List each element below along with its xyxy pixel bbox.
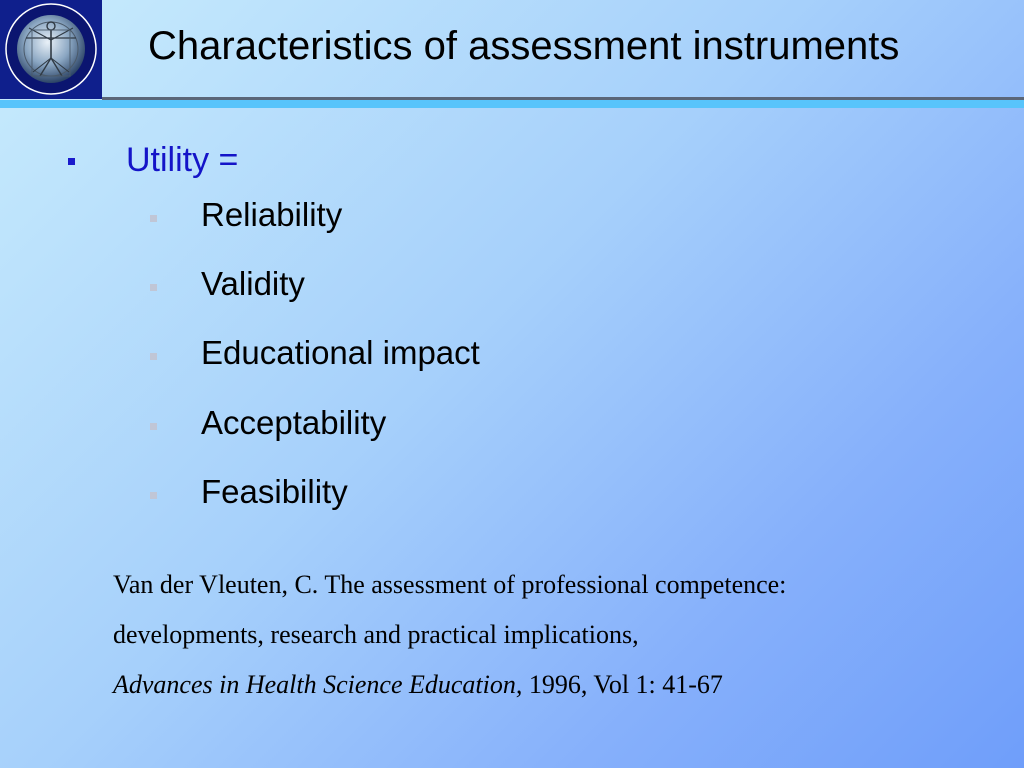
square-bullet-icon [150, 492, 157, 499]
reference-line-2: developments, research and practical implications, [113, 620, 639, 649]
page-title: Characteristics of assessment instruments [148, 24, 900, 68]
vitruvian-globe-logo-icon [0, 0, 102, 99]
list-item-label: Acceptability [201, 404, 387, 441]
reference-citation [113, 560, 1013, 710]
reference-line-1: Van der Vleuten, C. The assessment of professional competence: [113, 570, 787, 599]
logo [0, 0, 102, 99]
list-item-label: Feasibility [201, 473, 348, 510]
square-bullet-icon [150, 215, 157, 222]
header-band [0, 100, 1024, 108]
square-bullet-icon [150, 284, 157, 291]
list-item-label: Educational impact [201, 334, 480, 371]
list-item-label: Reliability [201, 196, 343, 233]
square-bullet-icon [68, 158, 75, 165]
list-item-label: Validity [201, 265, 305, 302]
square-bullet-icon [150, 423, 157, 430]
reference-line-3 [113, 660, 1013, 710]
utility-heading: Utility = [126, 141, 239, 179]
journal-name: Advances in Health Science Education, [113, 670, 523, 699]
square-bullet-icon [150, 353, 157, 360]
citation-details: 1996, Vol 1: 41-67 [522, 670, 723, 699]
